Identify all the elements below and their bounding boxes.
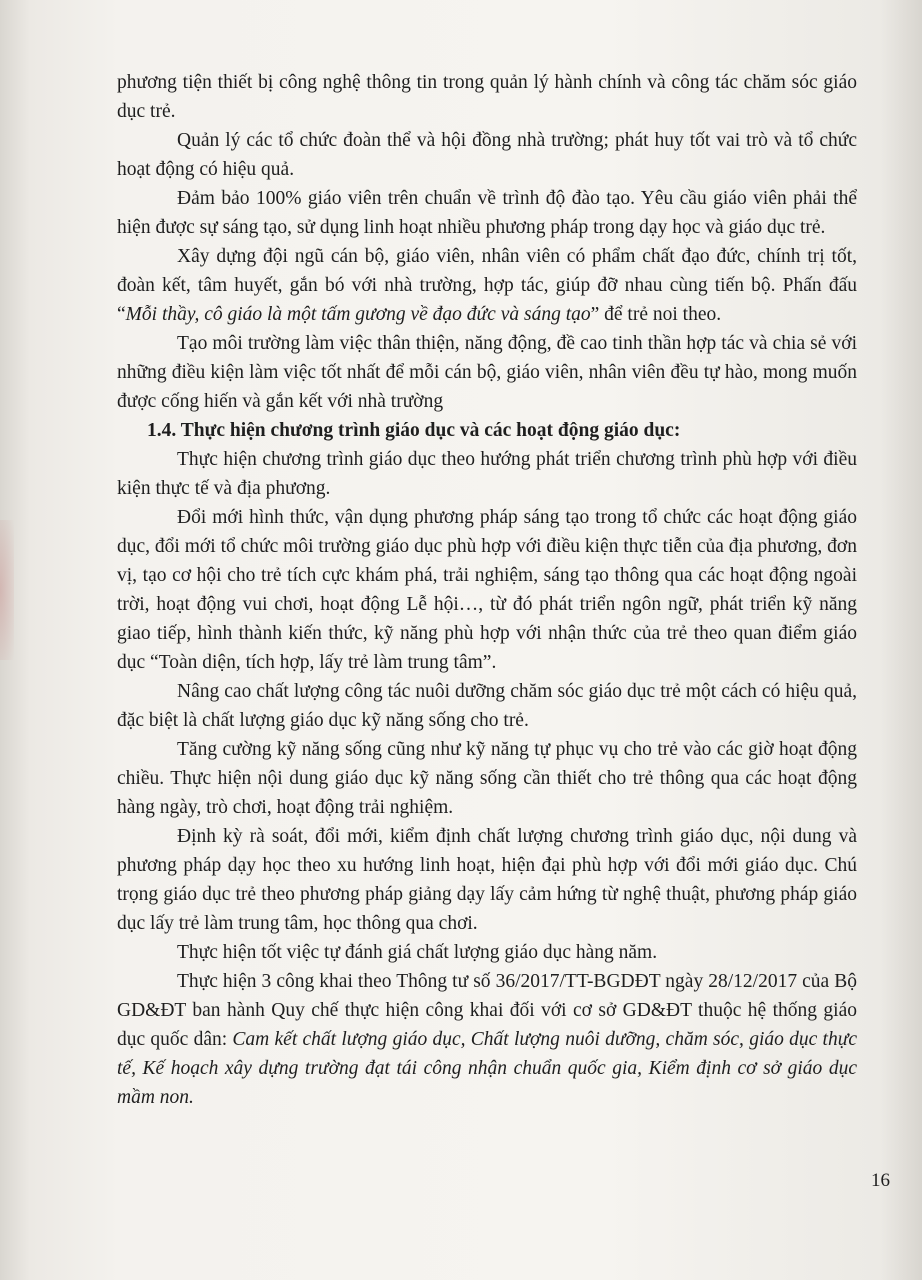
section-paragraph-disclosure <box>117 967 857 1112</box>
section-paragraph-life-skills: Tăng cường kỹ năng sống cũng như kỹ năng tự phục vụ cho trẻ vào các giờ hoạt động chiều. Thực hiện nội dung giáo dục kỹ năng sống cần thiết cho trẻ thông qua các hoạt động hàng ngày, trò chơi, hoạt động trải nghiệm. <box>117 739 857 818</box>
section-paragraph-program: Thực hiện chương trình giáo dục theo hướng phát triển chương trình phù hợp với điều kiện thực tế và địa phương. <box>117 449 857 499</box>
disclosure-items: Cam kết chất lượng giáo dục, Chất lượng nuôi dưỡng, chăm sóc, giáo dục thực tế, Kế hoạch xây dựng trường đạt tái công nhận chuẩn quốc gia, Kiểm định cơ sở giáo dục mầm non. <box>117 1029 857 1108</box>
staff-building-motto: Mỗi thầy, cô giáo là một tấm gương về đạo đức và sáng tạo <box>125 304 591 325</box>
paragraph-staff-building <box>117 242 857 329</box>
staff-building-text-end: ” để trẻ noi theo. <box>590 304 722 325</box>
section-paragraph-review: Định kỳ rà soát, đổi mới, kiểm định chất lượng chương trình giáo dục, nội dung và phương pháp dạy học theo xu hướng linh hoạt, hiện đại phù hợp với đổi mới giáo dục. Chú trọng giáo dục trẻ theo phương pháp giảng dạy lấy cảm hứng từ nghệ thuật, phương pháp giáo dục lấy trẻ làm trung tâm, học thông qua chơi. <box>117 826 857 934</box>
paragraph-continuation: phương tiện thiết bị công nghệ thông tin trong quản lý hành chính và công tác chăm sóc giáo dục trẻ. <box>117 72 857 122</box>
section-paragraph-care-quality: Nâng cao chất lượng công tác nuôi dưỡng chăm sóc giáo dục trẻ một cách có hiệu quả, đặc biệt là chất lượng giáo dục kỹ năng sống cho trẻ. <box>117 681 857 731</box>
paragraph-work-environment: Tạo môi trường làm việc thân thiện, năng động, đề cao tinh thần hợp tác và chia sẻ với những điều kiện làm việc tốt nhất để mỗi cán bộ, giáo viên, nhân viên đều tự hào, mong muốn được cống hiến và gắn kết với nhà trường <box>117 333 857 412</box>
section-paragraph-self-assessment: Thực hiện tốt việc tự đánh giá chất lượng giáo dục hàng năm. <box>177 942 658 963</box>
document-body <box>117 68 857 1112</box>
section-paragraph-innovation: Đổi mới hình thức, vận dụng phương pháp sáng tạo trong tổ chức các hoạt động giáo dục, đổi mới tổ chức môi trường giáo dục phù hợp với điều kiện thực tiễn của địa phương, đơn vị, tạo cơ hội cho trẻ tích cực khám phá, trải nghiệm, sáng tạo thông qua các hoạt động ngoài trời, hoạt động vui chơi, hoạt động Lễ hội…, từ đó phát triển ngôn ngữ, phát triển kỹ năng giao tiếp, hình thành kiến thức, kỹ năng phù hợp với nhận thức của trẻ theo quan điểm giáo dục “Toàn diện, tích hợp, lấy trẻ làm trung tâm”. <box>117 507 857 673</box>
binding-shadow <box>0 520 14 660</box>
disclosure-text: Thực hiện 3 công khai theo Thông tư số 36/2017/TT-BGDĐT ngày 28/12/2017 của Bộ GD&ĐT ban hành Quy chế thực hiện công khai đối với cơ sở GD&ĐT thuộc hệ thống giáo dục quốc dân: <box>117 971 857 1050</box>
paragraph-organizations: Quản lý các tổ chức đoàn thể và hội đồng nhà trường; phát huy tốt vai trò và tổ chức hoạt động có hiệu quả. <box>117 130 857 180</box>
page-number: 16 <box>871 1170 890 1191</box>
paragraph-teacher-standards: Đảm bảo 100% giáo viên trên chuẩn về trình độ đào tạo. Yêu cầu giáo viên phải thể hiện được sự sáng tạo, sử dụng linh hoạt nhiều phương pháp trong dạy học và giáo dục trẻ. <box>117 188 857 238</box>
section-heading: 1.4. Thực hiện chương trình giáo dục và các hoạt động giáo dục: <box>147 420 681 441</box>
staff-building-text: Xây dựng đội ngũ cán bộ, giáo viên, nhân viên có phẩm chất đạo đức, chính trị tốt, đoàn kết, tâm huyết, gắn bó với nhà trường, hợp tác, giúp đỡ nhau cùng tiến bộ. Phấn đấu “ <box>117 246 857 325</box>
